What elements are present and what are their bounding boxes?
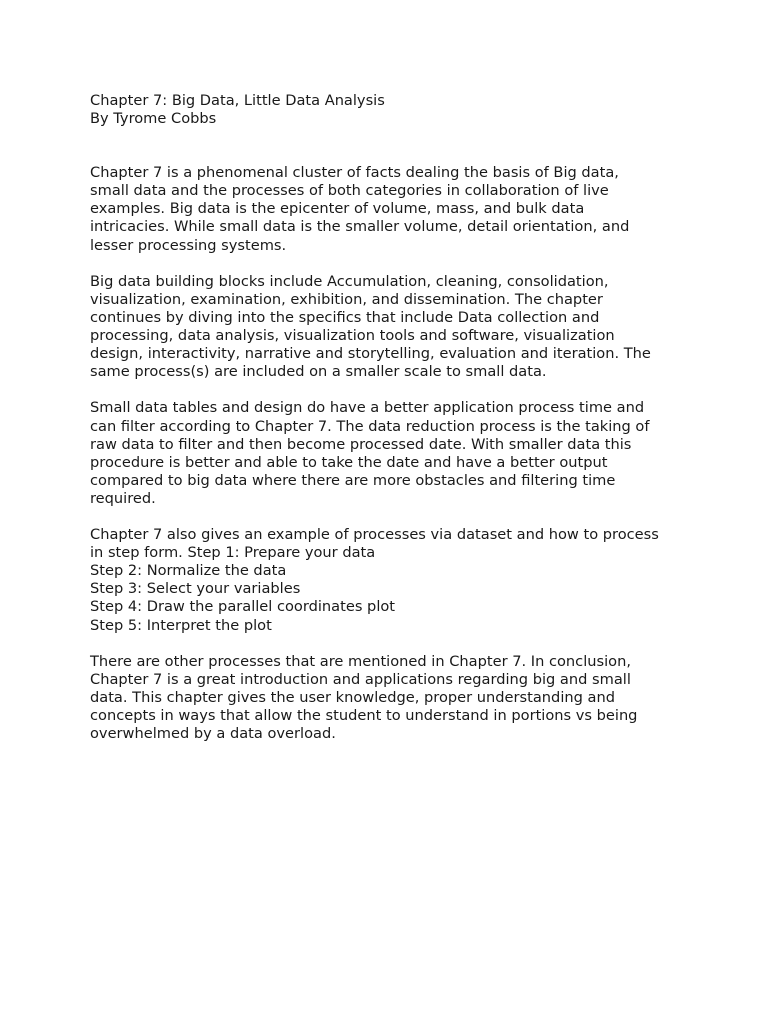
text-line: same process(s) are included on a smaller scale to small data. bbox=[90, 363, 547, 381]
paragraph-intro bbox=[90, 164, 690, 254]
text-line: required. bbox=[90, 489, 156, 507]
text-line: can filter according to Chapter 7. The data reduction process is the taking of bbox=[90, 417, 650, 435]
text-line: Chapter 7 is a phenomenal cluster of facts dealing the basis of Big data, bbox=[90, 164, 619, 182]
step-line: Step 3: Select your variables bbox=[90, 580, 301, 598]
text-line: design, interactivity, narrative and storytelling, evaluation and iteration. The bbox=[90, 345, 651, 363]
text-line: data. This chapter gives the user knowledge, proper understanding and bbox=[90, 688, 615, 706]
text-line: lesser processing systems. bbox=[90, 236, 287, 254]
step-line: Step 4: Draw the parallel coordinates plot bbox=[90, 598, 396, 616]
document-heading bbox=[90, 92, 690, 128]
step-line: Step 5: Interpret the plot bbox=[90, 616, 272, 634]
paragraph-small-data bbox=[90, 399, 690, 508]
document-author: By Tyrome Cobbs bbox=[90, 110, 217, 128]
text-line: Small data tables and design do have a better application process time and bbox=[90, 399, 645, 417]
paragraph-building-blocks bbox=[90, 273, 690, 382]
paragraph-steps bbox=[90, 526, 690, 635]
text-line: in step form. Step 1: Prepare your data bbox=[90, 544, 376, 562]
text-line: raw data to filter and then become processed date. With smaller data this bbox=[90, 435, 632, 453]
text-line: continues by diving into the specifics that include Data collection and bbox=[90, 308, 600, 326]
document-title: Chapter 7: Big Data, Little Data Analysis bbox=[90, 92, 385, 109]
text-line: There are other processes that are mentioned in Chapter 7. In conclusion, bbox=[90, 652, 631, 670]
text-line: Chapter 7 also gives an example of processes via dataset and how to process bbox=[90, 526, 659, 544]
text-line: concepts in ways that allow the student to understand in portions vs being bbox=[90, 707, 638, 724]
text-line: Big data building blocks include Accumulation, cleaning, consolidation, bbox=[90, 272, 609, 290]
text-line: visualization, examination, exhibition, and dissemination. The chapter bbox=[90, 290, 603, 308]
text-line: Chapter 7 is a great introduction and applications regarding big and small bbox=[90, 670, 631, 688]
text-line: compared to big data where there are more obstacles and filtering time bbox=[90, 471, 616, 489]
paragraph-conclusion bbox=[90, 653, 690, 743]
document-body bbox=[90, 92, 690, 761]
step-line: Step 2: Normalize the data bbox=[90, 562, 287, 580]
text-line: examples. Big data is the epicenter of volume, mass, and bulk data bbox=[90, 200, 585, 218]
text-line: overwhelmed by a data overload. bbox=[90, 725, 336, 743]
text-line: intricacies. While small data is the smaller volume, detail orientation, and bbox=[90, 218, 630, 236]
text-line: small data and the processes of both categories in collaboration of live bbox=[90, 182, 609, 200]
text-line: processing, data analysis, visualization tools and software, visualization bbox=[90, 327, 615, 345]
text-line: procedure is better and able to take the date and have a better output bbox=[90, 453, 608, 471]
